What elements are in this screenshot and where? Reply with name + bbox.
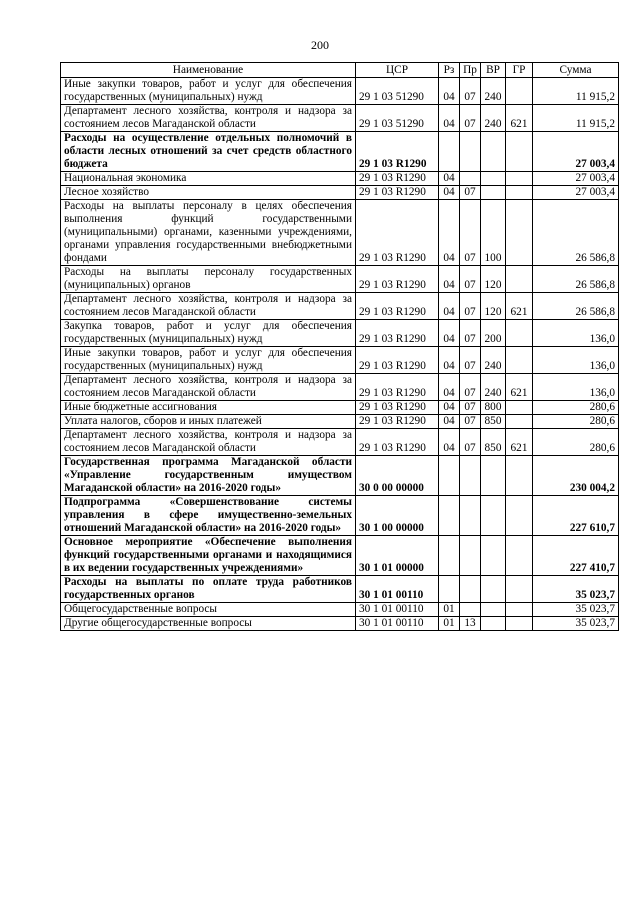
column-header-gr: ГР [506,63,533,78]
cell-vr [481,456,506,496]
cell-gr: 621 [506,374,533,401]
cell-csr: 29 1 03 R1290 [356,132,439,172]
cell-pr: 13 [460,617,481,631]
cell-vr [481,576,506,603]
table-row [61,347,619,374]
cell-sum: 227 410,7 [533,536,619,576]
cell-gr [506,456,533,496]
cell-pr [460,496,481,536]
cell-sum: 136,0 [533,374,619,401]
cell-rz: 01 [439,603,460,617]
cell-gr [506,576,533,603]
table-row [61,78,619,105]
cell-sum: 136,0 [533,347,619,374]
table-row [61,456,619,496]
cell-gr: 621 [506,429,533,456]
cell-pr [460,603,481,617]
cell-rz: 04 [439,374,460,401]
cell-name: Уплата налогов, сборов и иных платежей [61,415,356,429]
cell-gr [506,347,533,374]
cell-vr [481,186,506,200]
cell-sum: 11 915,2 [533,105,619,132]
column-header-vr: ВР [481,63,506,78]
cell-sum: 35 023,7 [533,617,619,631]
cell-rz: 04 [439,266,460,293]
cell-vr: 800 [481,401,506,415]
cell-name: Национальная экономика [61,172,356,186]
cell-csr: 29 1 03 R1290 [356,172,439,186]
cell-pr: 07 [460,293,481,320]
cell-rz [439,496,460,536]
cell-gr [506,172,533,186]
cell-vr: 240 [481,347,506,374]
cell-csr: 29 1 03 R1290 [356,401,439,415]
cell-vr [481,132,506,172]
cell-name: Департамент лесного хозяйства, контроля и надзора за состоянием лесов Магаданской области [61,105,356,132]
cell-pr: 07 [460,347,481,374]
cell-vr [481,496,506,536]
cell-vr: 200 [481,320,506,347]
cell-pr: 07 [460,401,481,415]
table-row [61,266,619,293]
cell-sum: 27 003,4 [533,172,619,186]
table-row [61,186,619,200]
cell-rz: 04 [439,401,460,415]
table-row [61,200,619,266]
cell-gr [506,617,533,631]
table-row [61,374,619,401]
cell-name: Расходы на выплаты по оплате труда работников государственных органов [61,576,356,603]
table-row [61,576,619,603]
cell-csr: 29 1 03 R1290 [356,429,439,456]
cell-sum: 280,6 [533,415,619,429]
cell-pr: 07 [460,374,481,401]
cell-rz [439,536,460,576]
cell-rz: 04 [439,415,460,429]
cell-vr: 850 [481,429,506,456]
cell-sum: 136,0 [533,320,619,347]
cell-rz: 04 [439,105,460,132]
cell-csr: 30 1 01 00000 [356,536,439,576]
cell-sum: 26 586,8 [533,293,619,320]
cell-csr: 29 1 03 R1290 [356,374,439,401]
table-row [61,415,619,429]
cell-name: Иные бюджетные ассигнования [61,401,356,415]
cell-rz [439,576,460,603]
cell-pr [460,536,481,576]
page-number: 200 [311,38,329,52]
cell-sum: 26 586,8 [533,266,619,293]
cell-csr: 29 1 03 R1290 [356,320,439,347]
cell-name: Закупка товаров, работ и услуг для обеспечения государственных (муниципальных) нужд [61,320,356,347]
cell-rz: 04 [439,347,460,374]
table-row [61,617,619,631]
table-row [61,536,619,576]
cell-name: Подпрограмма «Совершенствование системы управления в сфере имущественно-земельных отношений Магаданской области» на 2016-2020 годы» [61,496,356,536]
cell-csr: 29 1 03 51290 [356,78,439,105]
cell-name: Государственная программа Магаданской области «Управление государственным имуществом Магаданской области» на 2016-2020 годы» [61,456,356,496]
cell-name: Другие общегосударственные вопросы [61,617,356,631]
table-body [61,78,619,631]
cell-vr [481,536,506,576]
cell-name: Лесное хозяйство [61,186,356,200]
cell-csr: 29 1 03 R1290 [356,347,439,374]
cell-csr: 29 1 03 R1290 [356,293,439,320]
cell-sum: 27 003,4 [533,132,619,172]
cell-gr [506,186,533,200]
cell-rz [439,132,460,172]
cell-gr [506,132,533,172]
cell-csr: 30 1 01 00110 [356,617,439,631]
cell-name: Департамент лесного хозяйства, контроля и надзора за состоянием лесов Магаданской области [61,429,356,456]
cell-gr [506,266,533,293]
cell-sum: 27 003,4 [533,186,619,200]
cell-gr [506,78,533,105]
cell-sum: 227 610,7 [533,496,619,536]
cell-rz: 04 [439,320,460,347]
cell-vr: 240 [481,78,506,105]
cell-gr [506,603,533,617]
table-row [61,496,619,536]
cell-name: Иные закупки товаров, работ и услуг для обеспечения государственных (муниципальных) нужд [61,78,356,105]
table-row [61,603,619,617]
cell-gr [506,401,533,415]
cell-rz: 04 [439,429,460,456]
cell-name: Расходы на выплаты персоналу в целях обеспечения выполнения функций государственными (муниципальными) органами, казенными учреждениями, органами управления государственными внебюджетными фондами [61,200,356,266]
cell-csr: 30 1 01 00110 [356,576,439,603]
cell-pr: 07 [460,186,481,200]
cell-pr: 07 [460,429,481,456]
cell-gr [506,496,533,536]
cell-vr [481,172,506,186]
cell-pr: 07 [460,78,481,105]
cell-csr: 30 1 00 00000 [356,496,439,536]
cell-gr [506,536,533,576]
cell-sum: 280,6 [533,429,619,456]
cell-sum: 35 023,7 [533,603,619,617]
table-row [61,429,619,456]
cell-rz: 01 [439,617,460,631]
cell-csr: 29 1 03 R1290 [356,186,439,200]
cell-pr [460,456,481,496]
table-row [61,401,619,415]
cell-vr: 100 [481,200,506,266]
cell-gr: 621 [506,293,533,320]
cell-rz: 04 [439,186,460,200]
table-row [61,320,619,347]
column-header-sum: Сумма [533,63,619,78]
cell-gr [506,320,533,347]
cell-name: Иные закупки товаров, работ и услуг для обеспечения государственных (муниципальных) нужд [61,347,356,374]
cell-vr: 120 [481,266,506,293]
column-header-pr: Пр [460,63,481,78]
cell-name: Основное мероприятие «Обеспечение выполнения функций государственными органами и находящимися в их ведении государственных учреждениями» [61,536,356,576]
column-header-csr: ЦСР [356,63,439,78]
cell-gr [506,200,533,266]
cell-vr: 120 [481,293,506,320]
cell-rz: 04 [439,293,460,320]
cell-gr: 621 [506,105,533,132]
cell-csr: 29 1 03 R1290 [356,266,439,293]
cell-csr: 29 1 03 R1290 [356,200,439,266]
column-header-name: Наименование [61,63,356,78]
table-row [61,105,619,132]
table-header-row [61,63,619,78]
cell-csr: 29 1 03 R1290 [356,415,439,429]
cell-name: Департамент лесного хозяйства, контроля и надзора за состоянием лесов Магаданской области [61,374,356,401]
cell-name: Расходы на осуществление отдельных полномочий в области лесных отношений за счет средств областного бюджета [61,132,356,172]
cell-pr [460,576,481,603]
cell-rz: 04 [439,78,460,105]
cell-csr: 30 0 00 00000 [356,456,439,496]
cell-sum: 280,6 [533,401,619,415]
table-row [61,132,619,172]
cell-rz: 04 [439,172,460,186]
cell-csr: 30 1 01 00110 [356,603,439,617]
cell-name: Общегосударственные вопросы [61,603,356,617]
cell-pr: 07 [460,266,481,293]
cell-vr [481,617,506,631]
cell-sum: 35 023,7 [533,576,619,603]
cell-vr: 240 [481,374,506,401]
cell-pr [460,172,481,186]
cell-pr: 07 [460,415,481,429]
cell-name: Расходы на выплаты персоналу государственных (муниципальных) органов [61,266,356,293]
cell-csr: 29 1 03 51290 [356,105,439,132]
cell-vr: 240 [481,105,506,132]
cell-sum: 26 586,8 [533,200,619,266]
cell-gr [506,415,533,429]
cell-vr: 850 [481,415,506,429]
table-row [61,293,619,320]
cell-pr [460,132,481,172]
cell-pr: 07 [460,105,481,132]
table-row [61,172,619,186]
cell-rz [439,456,460,496]
cell-pr: 07 [460,320,481,347]
cell-sum: 11 915,2 [533,78,619,105]
cell-vr [481,603,506,617]
cell-rz: 04 [439,200,460,266]
cell-sum: 230 004,2 [533,456,619,496]
column-header-rz: Рз [439,63,460,78]
budget-table [60,62,619,631]
cell-name: Департамент лесного хозяйства, контроля и надзора за состоянием лесов Магаданской области [61,293,356,320]
cell-pr: 07 [460,200,481,266]
